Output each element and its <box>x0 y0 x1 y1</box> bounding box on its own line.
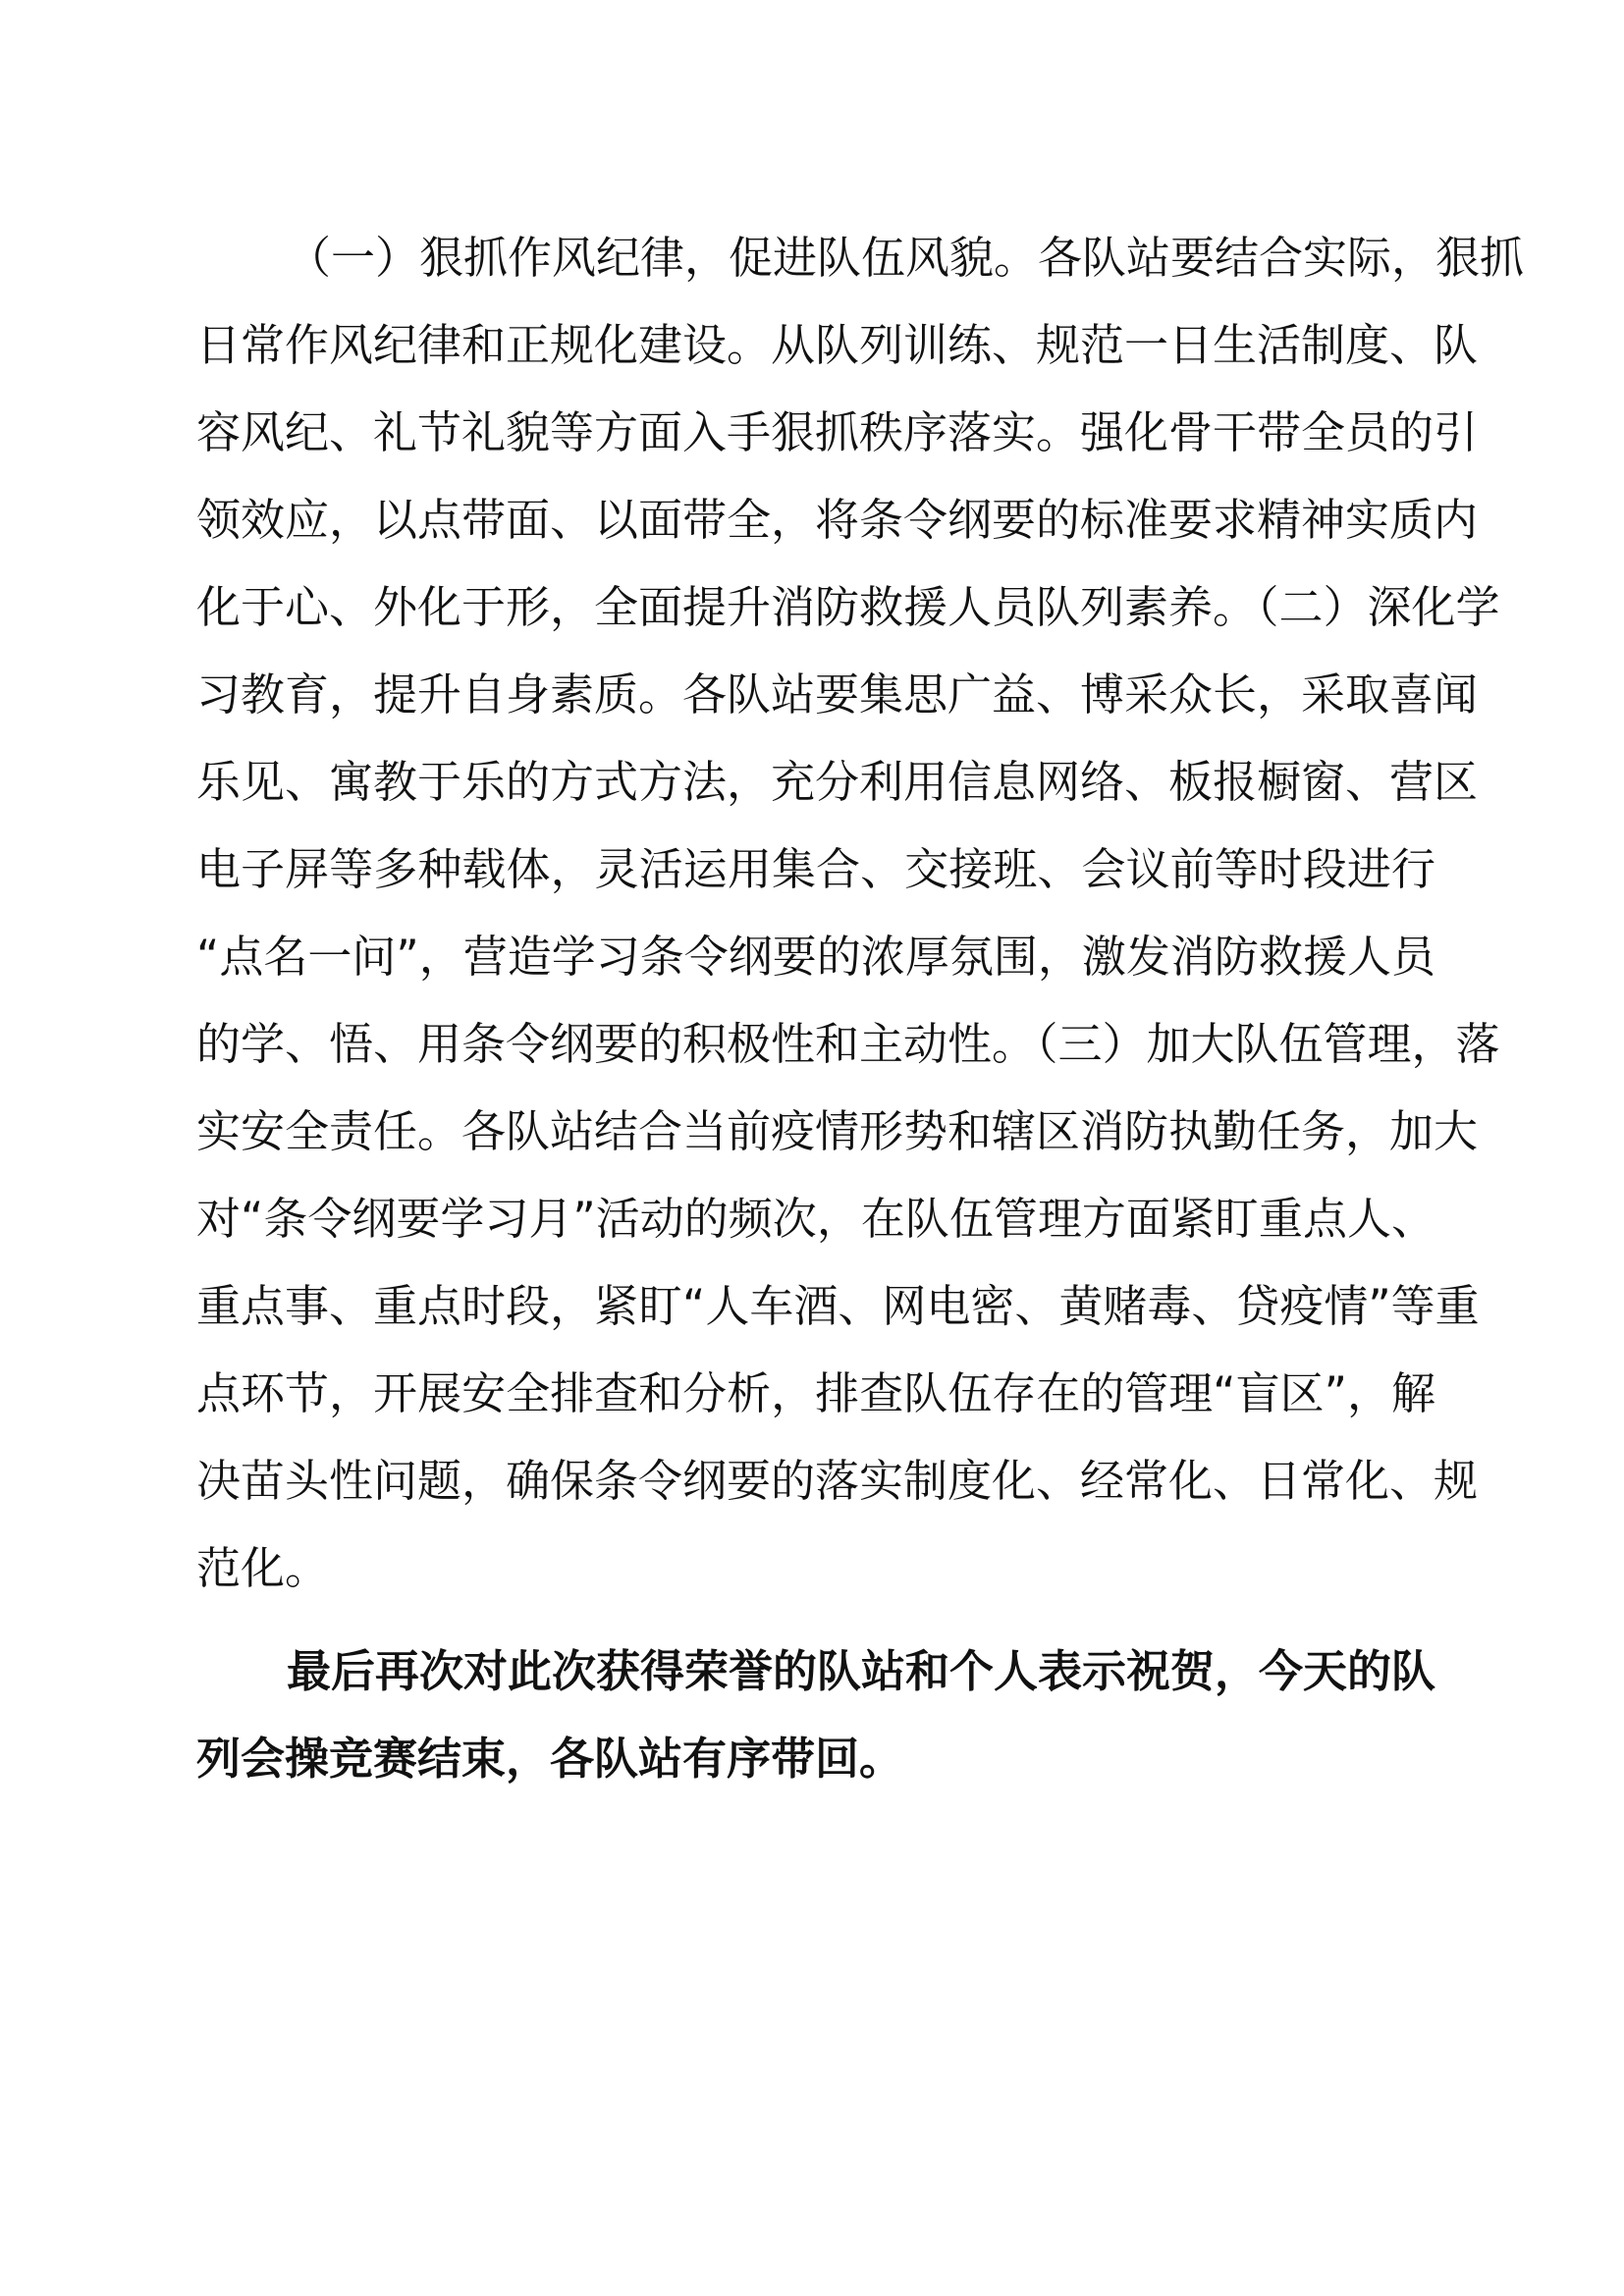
paragraph-line: “点名一问”，营造学习条令纲要的浓厚氛围，激发消防救援人员 <box>196 931 1435 983</box>
paragraph-line: 范化。 <box>196 1542 330 1594</box>
paragraph-line: 列会操竞赛结束，各队站有序带回。 <box>196 1733 904 1785</box>
paragraph-line: 乐见、寓教于乐的方式方法，充分利用信息网络、板报橱窗、营区 <box>196 756 1479 808</box>
paragraph-line: 点环节，开展安全排查和分析，排查队伍存在的管理“盲区”，解 <box>196 1367 1435 1419</box>
paragraph-line: 日常作风纪律和正规化建设。从队列训练、规范一日生活制度、队 <box>196 319 1479 371</box>
paragraph-line: 习教育，提升自身素质。各队站要集思广益、博采众长，采取喜闻 <box>196 668 1479 721</box>
paragraph-line: 化于心、外化于形，全面提升消防救援人员队列素养。（二）深化学 <box>196 581 1500 633</box>
paragraph-line: 最后再次对此次获得荣誉的队站和个人表示祝贺，今天的队 <box>287 1645 1436 1697</box>
paragraph-line: 重点事、重点时段，紧盯“人车酒、网电密、黄赌毒、贷疫情”等重 <box>196 1280 1480 1332</box>
paragraph-discipline-study-management <box>196 214 1525 1612</box>
paragraph-gap <box>196 1612 1435 1628</box>
paragraph-line: 实安全责任。各队站结合当前疫情形势和辖区消防执勤任务，加大 <box>196 1105 1479 1157</box>
paragraph-line: 容风纪、礼节礼貌等方面入手狠抓秩序落实。强化骨干带全员的引 <box>196 406 1479 458</box>
document-body <box>196 214 1525 1802</box>
paragraph-closing-remarks <box>196 1628 1435 1802</box>
paragraph-line: 的学、悟、用条令纲要的积极性和主动性。（三）加大队伍管理，落 <box>196 1018 1500 1070</box>
paragraph-line: 电子屏等多种载体，灵活运用集合、交接班、会议前等时段进行 <box>196 843 1435 895</box>
paragraph-line: 对“条令纲要学习月”活动的频次，在队伍管理方面紧盯重点人、 <box>196 1193 1435 1245</box>
paragraph-line: （一）狠抓作风纪律，促进队伍风貌。各队站要结合实际，狠抓 <box>287 232 1525 284</box>
paragraph-line: 决苗头性问题，确保条令纲要的落实制度化、经常化、日常化、规 <box>196 1455 1479 1507</box>
paragraph-line: 领效应，以点带面、以面带全，将条令纲要的标准要求精神实质内 <box>196 494 1479 546</box>
